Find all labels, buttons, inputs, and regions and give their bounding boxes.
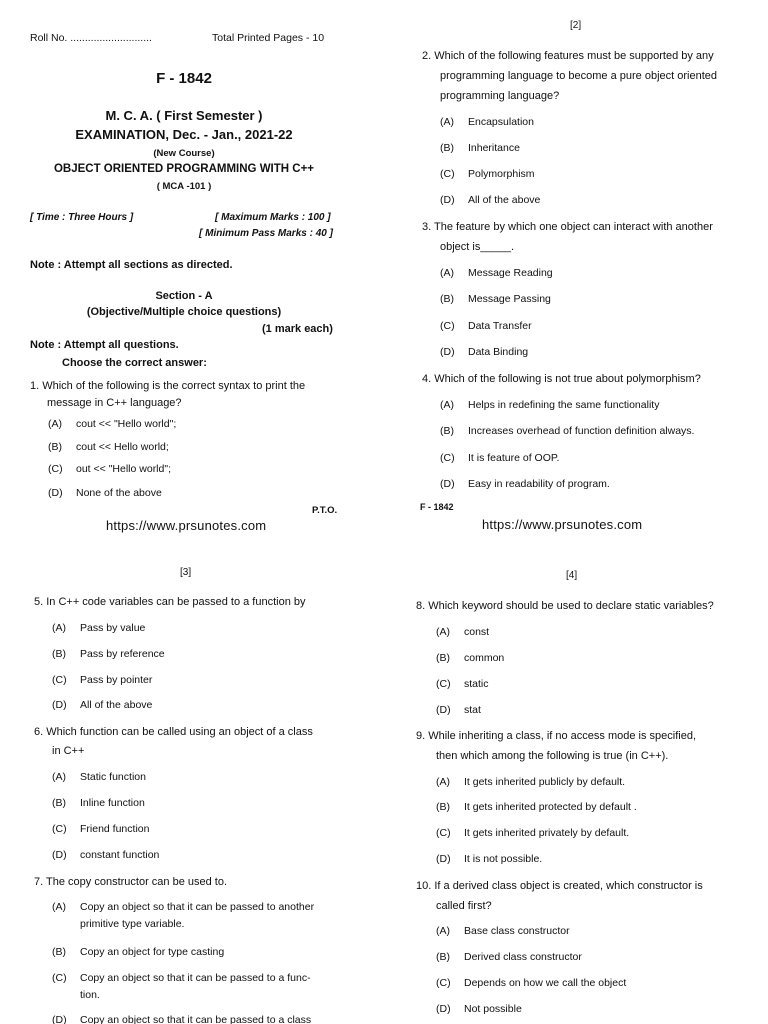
- option-text: Copy an object so that it can be passed to a func-: [80, 972, 311, 984]
- option-a: [436, 626, 489, 638]
- question-10: [416, 878, 703, 915]
- option-b: [440, 142, 520, 154]
- new-course: (New Course): [153, 148, 215, 159]
- option-label: (A): [440, 399, 454, 411]
- option-c: [48, 463, 171, 475]
- option-label: (A): [440, 116, 454, 128]
- option-text: Base class constructor: [464, 925, 570, 937]
- section-subheading: (Objective/Multiple choice questions): [86, 306, 282, 318]
- option-text: stat: [464, 704, 481, 716]
- option-a: [52, 771, 146, 783]
- option-text: Depends on how we call the object: [464, 977, 627, 989]
- option-text: Friend function: [80, 823, 150, 835]
- exam-title: EXAMINATION, Dec. - Jan., 2021-22: [75, 127, 293, 142]
- option-label: (D): [440, 194, 455, 206]
- option-label: (D): [436, 704, 451, 716]
- option-c: [52, 972, 311, 1001]
- option-a: [436, 776, 625, 788]
- option-text-continued: tion.: [80, 989, 100, 1001]
- question-text: 9. While inheriting a class, if no access mode is specified,: [416, 730, 697, 742]
- option-text: It is feature of OOP.: [468, 452, 560, 464]
- option-text: Inheritance: [468, 142, 520, 154]
- total-pages: Total Printed Pages - 10: [212, 32, 325, 44]
- option-text: All of the above: [80, 699, 153, 711]
- option-label: (B): [440, 293, 454, 305]
- option-text: Polymorphism: [468, 168, 535, 180]
- option-label: (D): [52, 699, 67, 711]
- option-label: (C): [436, 678, 451, 690]
- option-label: (D): [440, 478, 455, 490]
- option-d: [440, 194, 540, 206]
- option-label: (C): [440, 320, 455, 332]
- option-label: (C): [52, 972, 67, 984]
- option-text: const: [464, 626, 490, 638]
- question-text: called first?: [436, 900, 492, 912]
- pto-marker: P.T.O.: [312, 505, 338, 516]
- option-text: out << "Hello world";: [76, 463, 172, 475]
- question-5: [34, 594, 306, 611]
- question-4: [422, 371, 701, 388]
- option-text: Pass by value: [80, 622, 146, 634]
- option-d: [52, 1014, 311, 1024]
- option-d: [436, 704, 481, 716]
- option-a: [436, 925, 570, 937]
- option-text: Pass by pointer: [80, 674, 153, 686]
- option-label: (C): [436, 977, 451, 989]
- question-8: [416, 598, 714, 615]
- option-c: [436, 827, 629, 839]
- option-label: (B): [436, 652, 450, 664]
- note-sections: Note : Attempt all sections as directed.: [30, 259, 233, 271]
- choose-instruction: Choose the correct answer:: [62, 357, 207, 369]
- option-d: [436, 1003, 522, 1015]
- option-label: (D): [436, 853, 451, 865]
- option-label: (B): [52, 648, 66, 660]
- question-text: then which among the following is true (in C++).: [436, 750, 669, 762]
- option-b: [52, 648, 165, 660]
- option-d: [440, 346, 528, 358]
- course-title: M. C. A. ( First Semester ): [105, 108, 263, 123]
- option-label: (C): [48, 463, 63, 475]
- option-c: [436, 678, 489, 690]
- question-text: 6. Which function can be called using an object of a class: [34, 726, 313, 738]
- option-c: [440, 168, 535, 180]
- option-b: [436, 801, 637, 813]
- question-7: [34, 874, 227, 891]
- option-label: (B): [440, 425, 454, 437]
- exam-page-4: [384, 548, 768, 1024]
- option-label: (C): [52, 823, 67, 835]
- subject-code: ( MCA -101 ): [156, 181, 212, 192]
- option-text: Easy in readability of program.: [468, 478, 610, 490]
- option-label: (D): [440, 346, 455, 358]
- option-b: [48, 441, 169, 453]
- footer-paper-code: F - 1842: [420, 502, 454, 512]
- option-label: (B): [436, 801, 450, 813]
- option-label: (D): [52, 1014, 67, 1024]
- option-label: (B): [48, 441, 62, 453]
- option-label: (A): [52, 771, 66, 783]
- option-text: Data Binding: [468, 346, 529, 358]
- option-text: cout << Hello world;: [76, 441, 169, 453]
- option-c: [52, 674, 152, 686]
- question-text: 10. If a derived class object is created, which constructor is: [416, 880, 703, 892]
- option-label: (B): [436, 951, 450, 963]
- option-text-continued: primitive type variable.: [80, 918, 185, 930]
- page-number: [4]: [566, 570, 578, 581]
- option-a: [440, 399, 659, 411]
- option-text: It gets inherited privately by default.: [464, 827, 630, 839]
- question-3: [422, 219, 713, 256]
- option-label: (A): [436, 776, 450, 788]
- option-text: All of the above: [468, 194, 541, 206]
- option-text: Static function: [80, 771, 146, 783]
- option-c: [440, 320, 532, 332]
- option-c: [436, 977, 626, 989]
- option-text: constant function: [80, 849, 160, 861]
- note-questions: Note : Attempt all questions.: [30, 339, 179, 351]
- option-a: [52, 901, 314, 930]
- option-text: cout << "Hello world";: [76, 418, 177, 430]
- question-6: [34, 724, 313, 760]
- option-text: Copy an object for type casting: [80, 946, 225, 958]
- option-text: Encapsulation: [468, 116, 534, 128]
- option-text: It gets inherited publicly by default.: [464, 776, 626, 788]
- option-b: [436, 951, 582, 963]
- option-text: Message Passing: [468, 293, 551, 305]
- question-text: 5. In C++ code variables can be passed to a function by: [34, 596, 306, 608]
- option-a: [440, 116, 534, 128]
- option-b: [52, 797, 145, 809]
- option-d: [440, 478, 610, 490]
- option-text: Helps in redefining the same functionality: [468, 399, 660, 411]
- option-a: [48, 418, 176, 430]
- option-label: (A): [52, 901, 66, 913]
- question-9: [416, 728, 696, 765]
- option-text: It is not possible.: [464, 853, 543, 865]
- question-text: 4. Which of the following is not true about polymorphism?: [422, 373, 701, 385]
- option-label: (A): [436, 626, 450, 638]
- marks-each: (1 mark each): [262, 323, 333, 335]
- question-text: 3. The feature by which one object can interact with another: [422, 221, 713, 233]
- option-label: (A): [436, 925, 450, 937]
- option-label: (B): [52, 797, 66, 809]
- option-text: Copy an object so that it can be passed to another: [80, 901, 315, 913]
- question-text: 8. Which keyword should be used to declare static variables?: [416, 600, 714, 612]
- question-text: object is_____.: [440, 241, 514, 253]
- option-text: Not possible: [464, 1003, 522, 1015]
- option-a: [440, 267, 553, 279]
- paper-code: F - 1842: [156, 70, 212, 87]
- question-text: message in C++ language?: [47, 397, 182, 409]
- page-number: [2]: [570, 20, 582, 31]
- option-label: (A): [48, 418, 62, 430]
- option-text: It gets inherited protected by default .: [464, 801, 637, 813]
- footer-url[interactable]: https://www.prsunotes.com: [482, 517, 643, 532]
- question-2: [422, 48, 717, 105]
- option-d: [52, 699, 152, 711]
- option-text: Inline function: [80, 797, 145, 809]
- footer-url[interactable]: https://www.prsunotes.com: [106, 518, 267, 533]
- question-text: programming language?: [440, 90, 560, 102]
- option-label: (C): [440, 168, 455, 180]
- option-label: (A): [440, 267, 454, 279]
- option-label: (D): [436, 1003, 451, 1015]
- question-text: programming language to become a pure object oriented: [440, 70, 718, 82]
- option-text: static: [464, 678, 489, 690]
- option-c: [440, 452, 559, 464]
- option-text: Derived class constructor: [464, 951, 582, 963]
- exam-page-1: [0, 0, 384, 548]
- option-text: Increases overhead of function definition always.: [468, 425, 695, 437]
- option-text: common: [464, 652, 505, 664]
- option-text: None of the above: [76, 487, 162, 499]
- time-allowed: [ Time : Three Hours ]: [30, 212, 134, 223]
- exam-page-2: [384, 0, 768, 548]
- maximum-marks: [ Maximum Marks : 100 ]: [215, 212, 331, 223]
- option-label: (D): [52, 849, 67, 861]
- exam-page-3: [0, 548, 384, 1024]
- option-text: Data Transfer: [468, 320, 532, 332]
- option-b: [440, 425, 694, 437]
- option-text: Pass by reference: [80, 648, 165, 660]
- minimum-marks: [ Minimum Pass Marks : 40 ]: [199, 228, 333, 239]
- option-d: [48, 487, 162, 499]
- option-label: (A): [52, 622, 66, 634]
- option-d: [52, 849, 159, 861]
- option-b: [440, 293, 551, 305]
- option-b: [52, 946, 224, 958]
- option-text: Message Reading: [468, 267, 553, 279]
- option-label: (C): [436, 827, 451, 839]
- option-label: (C): [440, 452, 455, 464]
- question-text: 7. The copy constructor can be used to.: [34, 876, 228, 888]
- section-heading: Section - A: [155, 290, 213, 302]
- option-a: [52, 622, 145, 634]
- question-1: [30, 378, 305, 412]
- page-number: [3]: [180, 567, 192, 578]
- option-label: (B): [52, 946, 66, 958]
- roll-no: Roll No. ............................: [30, 32, 152, 44]
- question-text: 2. Which of the following features must be supported by any: [422, 50, 714, 62]
- option-text: Copy an object so that it can be passed to a class: [80, 1014, 312, 1024]
- option-d: [436, 853, 542, 865]
- option-label: (C): [52, 674, 67, 686]
- option-label: (B): [440, 142, 454, 154]
- subject-title: OBJECT ORIENTED PROGRAMMING WITH C++: [53, 163, 315, 175]
- question-text: in C++: [52, 745, 85, 757]
- question-text: 1. Which of the following is the correct syntax to print the: [30, 380, 306, 392]
- option-c: [52, 823, 149, 835]
- option-label: (D): [48, 487, 63, 499]
- option-b: [436, 652, 504, 664]
